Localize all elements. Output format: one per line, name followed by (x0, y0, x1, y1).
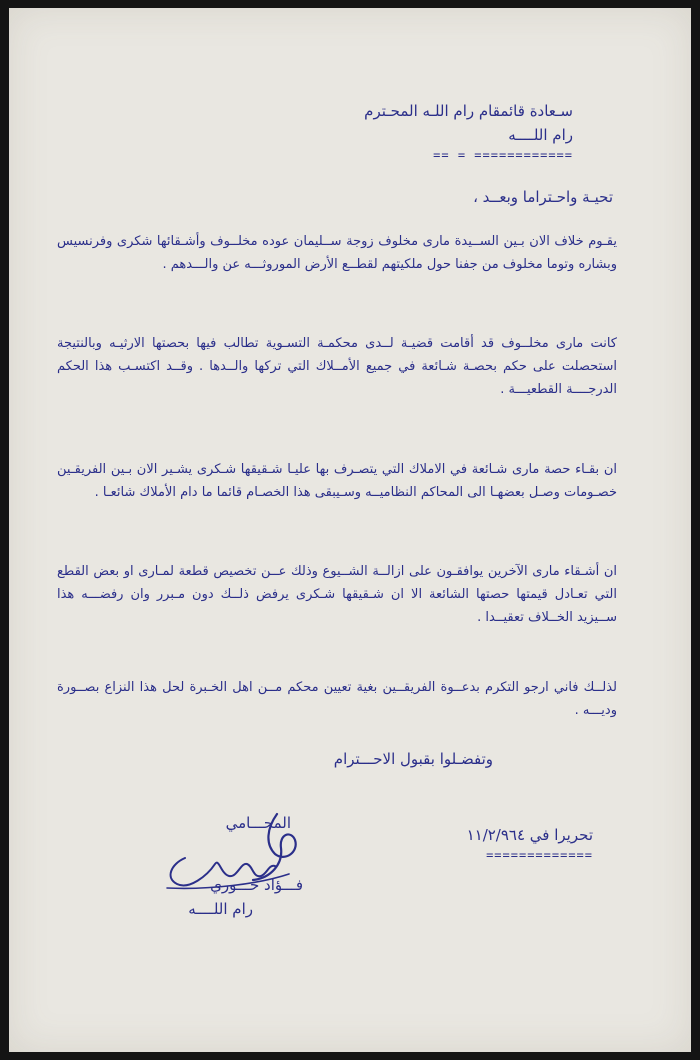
letter-sheet (9, 8, 691, 1052)
date-line: تحريرا في ١١/٢/٩٦٤ (466, 826, 593, 844)
signer-name: فـــؤاد خـــوري (210, 876, 303, 894)
paragraph-3: ان بقـاء حصة مارى شـائعة في الاملاك التي يتصـرف بها عليـا شـقيقها شـكرى يشـير الان بـين الفريقـين خصـومات وصـل بعضهـا الى المحاكم النظاميــه وسـيبقى هذا الخصـام قائما ما دام الأملاك شائعـا . (57, 462, 617, 500)
paragraph-5: لذلــك فاني ارجو التكرم بدعــوة الفريقــين بغية تعيين محكم مــن اهل الخـبرة لحل هذا النزاع بصــورة وديـــه . (57, 680, 617, 718)
signer-title: المحـــامي (225, 814, 291, 832)
signer-city: رام اللــــه (188, 900, 253, 918)
closing-line: وتفضـلوا بقبول الاحـــترام (333, 750, 493, 768)
address-underline: == = ============ (433, 148, 573, 162)
date-underline: ============= (486, 848, 593, 862)
salutation: تحيـة واحـتراما وبعــد ، (473, 188, 613, 206)
address-line-1: سـعادة قائمقام رام اللـه المحـترم (364, 102, 573, 120)
paragraph-2: كانت مارى مخلــوف قد أقامت قضيـة لــدى محكمـة التسـوية تطالب فيها بحصتها الارثيـه وبالنتيجة استحصلت على حكم بحصـة شـائعة في جميع الأمــلاك التي تركها والــدها . وقــد اكتسـب هذا الحكم الدرجــــة القطعيـــة . (57, 336, 617, 397)
paragraph-1: يقـوم خلاف الان بـين الســيدة مارى مخلوف زوجة ســليمان عوده مخلــوف وأشـقائها شكرى وفرنسيس وبشاره وتوما مخلوف من جفنا حول ملكيتهم لقطــع الأرض الموروثـــه عن والـــدهم . (57, 234, 617, 272)
address-line-2: رام اللــــه (508, 126, 573, 144)
paragraph-4: ان أشـقاء مارى الآخرين يوافقـون على ازالــة الشــيوع وذلك عــن تخصيص قطعة لمـارى او بعض القطع التي تعـادل قيمتها حصتها الشائعة الا ان شـقيقها شـكرى يرفض ذلــك دون مـبرر وان رفضـــه هذا ســيزيد الخــلاف تعقيــدا . (57, 564, 617, 625)
